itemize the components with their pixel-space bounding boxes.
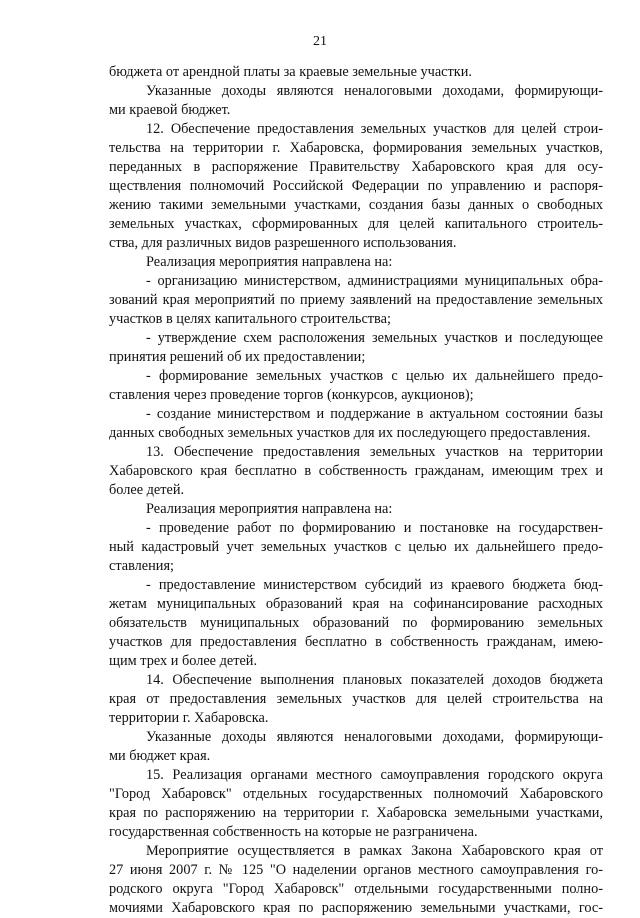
text-line: Хабаровского края бесплатно в собственность гражданам, имеющим трех и <box>109 463 603 479</box>
text-line: участков для предоставления бесплатно в собственность гражданам, имею- <box>109 634 603 650</box>
page-number: 21 <box>313 34 327 49</box>
text-line: зований края мероприятий по приему заявлений на предоставление земельных <box>109 292 603 308</box>
text-line: - предоставление министерством субсидий из краевого бюджета бюд- <box>146 577 603 593</box>
text-line: 27 июня 2007 г. № 125 "О наделении органов местного самоуправления го- <box>109 862 603 878</box>
text-line: земельных участках, сформированных для целей капитального строитель- <box>109 216 603 232</box>
text-line: государственная собственность на которые не разграничена. <box>109 824 478 840</box>
text-line: - организацию министерством, администрациями муниципальных обра- <box>146 273 603 289</box>
text-line: жетам муниципальных образований края на софинансирование расходных <box>109 596 603 612</box>
text-line: переданных в распоряжение Правительству Хабаровского края для осу- <box>109 159 603 175</box>
text-line: ставления через проведение торгов (конкурсов, аукционов); <box>109 387 474 403</box>
text-line: края по распоряжению на территории г. Хабаровска земельными участками, <box>109 805 603 821</box>
text-line: участков в целях капитального строительства; <box>109 311 391 327</box>
text-line: 15. Реализация органами местного самоуправления городского округа <box>146 767 603 783</box>
text-line: ства, для различных видов разрешенного использования. <box>109 235 457 251</box>
text-line: ми краевой бюджет. <box>109 102 231 118</box>
text-line: 13. Обеспечение предоставления земельных участков на территории <box>146 444 603 460</box>
text-line: Реализация мероприятия направлена на: <box>146 254 393 270</box>
text-line: обязательств муниципальных образований по формированию земельных <box>109 615 603 631</box>
text-line: ный кадастровый учет земельных участков с целью их дальнейшего предо- <box>109 539 603 555</box>
text-line: - формирование земельных участков с целью их дальнейшего предо- <box>146 368 603 384</box>
text-line: территории г. Хабаровска. <box>109 710 269 726</box>
text-line: Реализация мероприятия направлена на: <box>146 501 393 517</box>
text-line: - проведение работ по формированию и постановке на государствен- <box>146 520 603 536</box>
text-line: родского округа "Город Хабаровск" отдельными государственными полно- <box>109 881 603 897</box>
text-line: более детей. <box>109 482 185 498</box>
text-line: ми бюджет края. <box>109 748 211 764</box>
text-line: Указанные доходы являются неналоговыми доходами, формирующи- <box>146 729 603 745</box>
text-line: ставления; <box>109 558 175 574</box>
text-line: "Город Хабаровск" отдельных государственных полномочий Хабаровского <box>109 786 603 802</box>
text-line: ществления полномочий Российской Федерации по управлению и распоря- <box>109 178 603 194</box>
text-line: данных свободных земельных участков для их последующего предоставления. <box>109 425 591 441</box>
text-line: края от предоставления земельных участков для целей строительства на <box>109 691 603 707</box>
text-line: тельства на территории г. Хабаровска, формирования земельных участков, <box>109 140 603 156</box>
text-line: принятия решений об их предоставлении; <box>109 349 366 365</box>
text-line: щим трех и более детей. <box>109 653 258 669</box>
text-line: 12. Обеспечение предоставления земельных участков для целей строи- <box>146 121 603 137</box>
text-line: Мероприятие осуществляется в рамках Закона Хабаровского края от <box>146 843 603 859</box>
text-line: мочиями Хабаровского края по распоряжению земельными участками, гос- <box>109 900 603 916</box>
text-line: - утверждение схем расположения земельных участков и последующее <box>146 330 603 346</box>
text-line: бюджета от арендной платы за краевые земельные участки. <box>109 64 472 80</box>
text-line: - создание министерством и поддержание в актуальном состоянии базы <box>146 406 603 422</box>
text-line: жению такими земельными участками, создания базы данных о свободных <box>109 197 603 213</box>
text-line: 14. Обеспечение выполнения плановых показателей доходов бюджета <box>146 672 603 688</box>
document-body <box>109 63 603 918</box>
text-line: Указанные доходы являются неналоговыми доходами, формирующи- <box>146 83 603 99</box>
